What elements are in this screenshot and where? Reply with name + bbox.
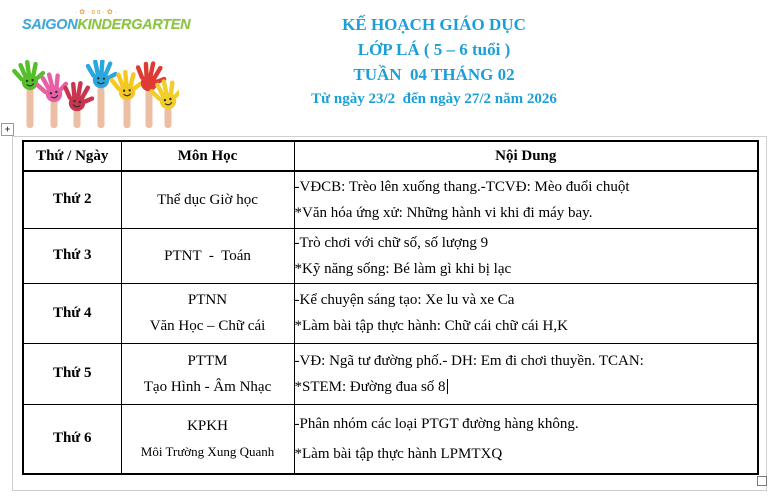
content-line: *STEM: Đường đua số 8 xyxy=(295,374,758,400)
table-resize-handle-icon[interactable] xyxy=(757,476,767,486)
day-cell[interactable] xyxy=(23,343,121,404)
content-line: *Kỹ năng sống: Bé làm gì khi bị lạc xyxy=(294,260,512,277)
subject-cell[interactable] xyxy=(121,283,294,343)
subject-cell[interactable] xyxy=(121,404,294,474)
table-row xyxy=(23,283,758,343)
subject-line: PTNT - Toán xyxy=(164,247,251,264)
day-label: Thứ 2 xyxy=(52,191,92,208)
subject-line: KPKH xyxy=(187,417,228,434)
content-line: *Làm bài tập thực hành LPMTXQ xyxy=(294,445,503,462)
day-cell[interactable] xyxy=(23,228,121,283)
col-header-subject[interactable]: Môn Học xyxy=(121,141,294,171)
content-line: *Văn hóa ứng xử: Những hành vi khi đi máy bay. xyxy=(294,204,593,221)
class-title: LỚP LÁ ( 5 – 6 tuổi ) xyxy=(357,40,511,59)
subject-line: Văn Học – Chữ cái xyxy=(149,318,266,334)
logo-saigon-text: SAIGON xyxy=(22,17,78,33)
content-line: -Kể chuyện sáng tạo: Xe lu và xe Ca xyxy=(294,292,515,308)
content-line: *Làm bài tập thực hành: Chữ cái chữ cái H,K xyxy=(294,318,568,334)
subject-line: Môi Trường Xung Quanh xyxy=(140,443,275,459)
logo-kindergarten-text: KINDERGARTEN xyxy=(77,17,191,33)
day-cell[interactable] xyxy=(23,404,121,474)
subject-line: Tạo Hình - Âm Nhạc xyxy=(143,378,272,395)
logo-decor-text: ·✿·ʚɞ·✿· xyxy=(74,9,120,16)
text-cursor xyxy=(447,379,449,394)
table-row xyxy=(23,343,758,404)
content-line: -VĐ: Ngã tư đường phố.- DH: Em đi chơi thuyền. TCAN: xyxy=(294,352,644,369)
table-header-row xyxy=(23,141,758,171)
brand-logo xyxy=(22,9,191,33)
content-line: -Phân nhóm các loại PTGT đường hàng không. xyxy=(294,415,579,432)
content-cell[interactable] xyxy=(294,228,758,283)
subject-cell[interactable] xyxy=(121,343,294,404)
subject-line: PTNN xyxy=(187,292,228,308)
content-cell[interactable] xyxy=(294,283,758,343)
day-label: Thứ 6 xyxy=(52,430,92,447)
content-cell[interactable] xyxy=(294,404,758,474)
content-cell[interactable] xyxy=(294,343,758,404)
subject-cell[interactable] xyxy=(121,228,294,283)
table-row xyxy=(23,171,758,228)
day-label: Thứ 3 xyxy=(52,247,92,263)
col-header-content[interactable]: Nội Dung xyxy=(294,141,758,171)
content-line: -VĐCB: Trèo lên xuống thang.-TCVĐ: Mèo đuổi chuột xyxy=(294,178,630,195)
subject-line: Thể dục Giờ học xyxy=(157,191,258,208)
date-range: Từ ngày 23/2 đến ngày 27/2 năm 2026 xyxy=(311,91,557,107)
plan-title: KẾ HOẠCH GIÁO DỤC xyxy=(342,15,526,34)
table-row xyxy=(23,404,758,474)
day-label: Thứ 4 xyxy=(52,304,92,321)
col-header-day[interactable]: Thứ / Ngày xyxy=(23,141,121,171)
plan-header xyxy=(284,12,584,112)
day-cell[interactable] xyxy=(23,283,121,343)
logo-wordmark xyxy=(22,17,191,33)
table-row xyxy=(23,228,758,283)
table-move-handle-icon[interactable]: + xyxy=(1,123,14,136)
subject-cell[interactable] xyxy=(121,171,294,228)
schedule-table xyxy=(22,140,759,475)
painted-hands-image xyxy=(7,60,179,128)
content-cell[interactable] xyxy=(294,171,758,228)
week-title: TUẦN 04 THÁNG 02 xyxy=(353,65,515,84)
content-line: -Trò chơi với chữ số, số lượng 9 xyxy=(294,234,489,251)
day-cell[interactable] xyxy=(23,171,121,228)
subject-line: PTTM xyxy=(187,352,228,369)
day-label: Thứ 5 xyxy=(52,365,92,381)
